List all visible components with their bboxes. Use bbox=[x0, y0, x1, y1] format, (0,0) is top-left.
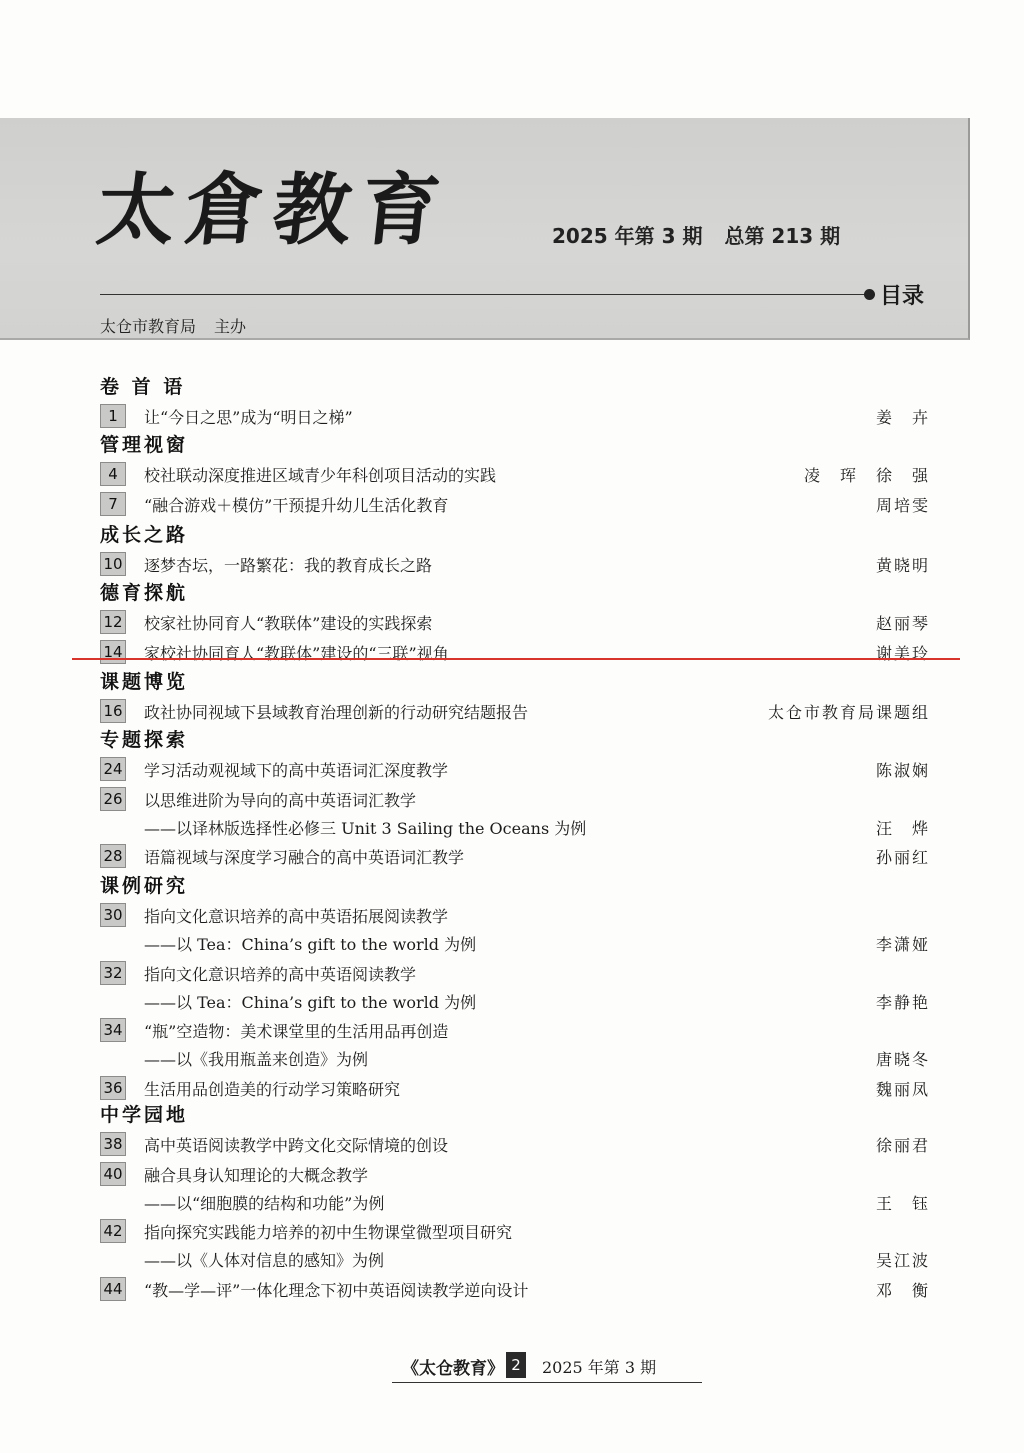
article-title: 高中英语阅读教学中跨文化交际情境的创设 bbox=[144, 1136, 449, 1155]
article-subtitle: ——以《人体对信息的感知》为例 bbox=[144, 1251, 385, 1270]
article-title: 指向文化意识培养的高中英语阅读教学 bbox=[144, 964, 417, 984]
article-title: “瓶”空造物：美术课堂里的生活用品再创造 bbox=[144, 1022, 449, 1041]
page-number: 12 bbox=[100, 610, 126, 634]
section-heading: 德育探航 bbox=[100, 582, 189, 604]
section-heading: 专题探索 bbox=[100, 729, 189, 751]
sponsor-role: 主办 bbox=[214, 317, 247, 336]
article-author: 李静艳 bbox=[875, 992, 930, 1012]
footer-page-number: 2 bbox=[506, 1352, 526, 1378]
toc-entry[interactable] bbox=[100, 1132, 930, 1158]
page-number: 16 bbox=[100, 699, 126, 723]
toc-entry-subtitle-row bbox=[100, 815, 930, 839]
article-title: 融合具身认知理论的大概念教学 bbox=[144, 1165, 369, 1185]
page-number: 10 bbox=[100, 552, 126, 576]
article-subtitle: ——以 Tea：China’s gift to the world 为例 bbox=[144, 935, 477, 954]
article-author: 太仓市教育局课题组 bbox=[767, 703, 930, 722]
page-number: 36 bbox=[100, 1076, 126, 1100]
toc-entry[interactable] bbox=[100, 1277, 930, 1303]
toc-entry-subtitle-row bbox=[100, 1046, 930, 1070]
red-marker-line bbox=[72, 658, 960, 660]
page-number: 34 bbox=[100, 1018, 126, 1042]
toc-entry-subtitle-row bbox=[100, 989, 930, 1013]
page-number: 40 bbox=[100, 1162, 126, 1186]
toc-entry[interactable] bbox=[100, 640, 930, 666]
article-title: 语篇视域与深度学习融合的高中英语词汇教学 bbox=[144, 848, 465, 867]
toc-entry[interactable] bbox=[100, 404, 930, 430]
article-subtitle: ——以译林版选择性必修三 Unit 3 Sailing the Oceans 为例 bbox=[144, 818, 587, 838]
section-heading: 管理视窗 bbox=[100, 434, 189, 456]
toc-entry[interactable] bbox=[100, 961, 930, 987]
toc-entry[interactable] bbox=[100, 462, 930, 488]
footer-issue: 2025 年第 3 期 bbox=[542, 1358, 657, 1377]
toc-entry[interactable] bbox=[100, 1076, 930, 1102]
toc-entry[interactable] bbox=[100, 492, 930, 518]
article-author: 李潇娅 bbox=[875, 935, 930, 954]
journal-logo: 太倉教育 bbox=[92, 165, 455, 256]
article-title: 以思维进阶为导向的高中英语词汇教学 bbox=[144, 790, 417, 810]
footer-journal-name: 《太仓教育》 bbox=[402, 1359, 504, 1379]
article-title: 指向文化意识培养的高中英语拓展阅读教学 bbox=[144, 907, 449, 926]
page-number: 1 bbox=[100, 404, 126, 428]
article-author: 陈淑娴 bbox=[875, 761, 930, 780]
article-title: 生活用品创造美的行动学习策略研究 bbox=[144, 1079, 401, 1099]
toc-entry[interactable] bbox=[100, 787, 930, 813]
page-number: 28 bbox=[100, 844, 126, 868]
issue-total: 总第 213 期 bbox=[724, 224, 841, 248]
article-title: 学习活动观视域下的高中英语词汇深度教学 bbox=[144, 761, 449, 780]
article-subtitle: ——以 Tea：China’s gift to the world 为例 bbox=[144, 992, 477, 1012]
article-author: 邓 衡 bbox=[875, 1280, 930, 1300]
article-title: “教—学—评”一体化理念下初中英语阅读教学逆向设计 bbox=[144, 1280, 529, 1300]
article-subtitle: ——以“细胞膜的结构和功能”为例 bbox=[144, 1193, 385, 1213]
article-author: 姜 卉 bbox=[875, 408, 930, 427]
issue-year: 2025 年第 3 期 bbox=[552, 224, 703, 248]
article-author: 唐晓冬 bbox=[875, 1050, 930, 1069]
toc-entry[interactable] bbox=[100, 903, 930, 929]
toc-entry[interactable] bbox=[100, 1162, 930, 1188]
article-title: 校社联动深度推进区域青少年科创项目活动的实践 bbox=[144, 466, 497, 485]
article-author: 汪 烨 bbox=[875, 818, 930, 838]
article-author: 黄晓明 bbox=[875, 556, 930, 575]
article-title: 政社协同视域下县域教育治理创新的行动研究结题报告 bbox=[144, 703, 529, 722]
article-author: 凌 珲 徐 强 bbox=[803, 466, 930, 485]
article-author: 吴江波 bbox=[875, 1251, 930, 1270]
article-author: 魏丽凤 bbox=[875, 1079, 930, 1099]
toc-entry[interactable] bbox=[100, 1018, 930, 1044]
article-author: 赵丽琴 bbox=[875, 614, 930, 633]
section-heading: 中学园地 bbox=[100, 1104, 189, 1126]
toc-entry[interactable] bbox=[100, 699, 930, 725]
contents-label: 目录 bbox=[880, 284, 925, 309]
page-number: 30 bbox=[100, 903, 126, 927]
article-subtitle: ——以《我用瓶盖来创造》为例 bbox=[144, 1050, 369, 1069]
section-heading: 课例研究 bbox=[100, 875, 189, 897]
article-author: 王 钰 bbox=[875, 1193, 930, 1213]
section-heading: 卷 首 语 bbox=[100, 376, 186, 398]
article-title: 指向探究实践能力培养的初中生物课堂微型项目研究 bbox=[144, 1223, 513, 1242]
article-title: “融合游戏＋模仿”干预提升幼儿生活化教育 bbox=[144, 495, 449, 515]
toc-entry[interactable] bbox=[100, 844, 930, 870]
article-author: 徐丽君 bbox=[875, 1136, 930, 1155]
section-heading: 成长之路 bbox=[100, 524, 189, 546]
toc-entry[interactable] bbox=[100, 552, 930, 578]
page-number: 44 bbox=[100, 1277, 126, 1301]
toc-entry-subtitle-row bbox=[100, 1190, 930, 1214]
toc-entry[interactable] bbox=[100, 757, 930, 783]
article-title: 让“今日之思”成为“明日之梯” bbox=[144, 408, 353, 427]
page-number: 7 bbox=[100, 492, 126, 516]
page-number: 38 bbox=[100, 1132, 126, 1156]
toc-entry-subtitle-row bbox=[100, 931, 930, 955]
page-number: 24 bbox=[100, 757, 126, 781]
toc-entry[interactable] bbox=[100, 610, 930, 636]
page-number: 42 bbox=[100, 1219, 126, 1243]
toc-entry[interactable] bbox=[100, 1219, 930, 1245]
article-author: 孙丽红 bbox=[875, 848, 930, 867]
article-author: 谢美玲 bbox=[875, 643, 930, 663]
article-title: 家校社协同育人“教联体”建设的“三联”视角 bbox=[144, 643, 449, 663]
page-number: 32 bbox=[100, 961, 126, 985]
article-author: 周培雯 bbox=[875, 495, 930, 515]
article-title: 逐梦杏坛，一路繁花：我的教育成长之路 bbox=[144, 556, 433, 575]
page-number: 14 bbox=[100, 640, 126, 664]
article-title: 校家社协同育人“教联体”建设的实践探索 bbox=[144, 614, 433, 633]
page-number: 4 bbox=[100, 462, 126, 486]
section-heading: 课题博览 bbox=[100, 671, 189, 693]
sponsor-org: 太仓市教育局 bbox=[100, 317, 197, 336]
toc-entry-subtitle-row bbox=[100, 1247, 930, 1271]
page-footer bbox=[392, 1352, 702, 1383]
page-number: 26 bbox=[100, 787, 126, 811]
